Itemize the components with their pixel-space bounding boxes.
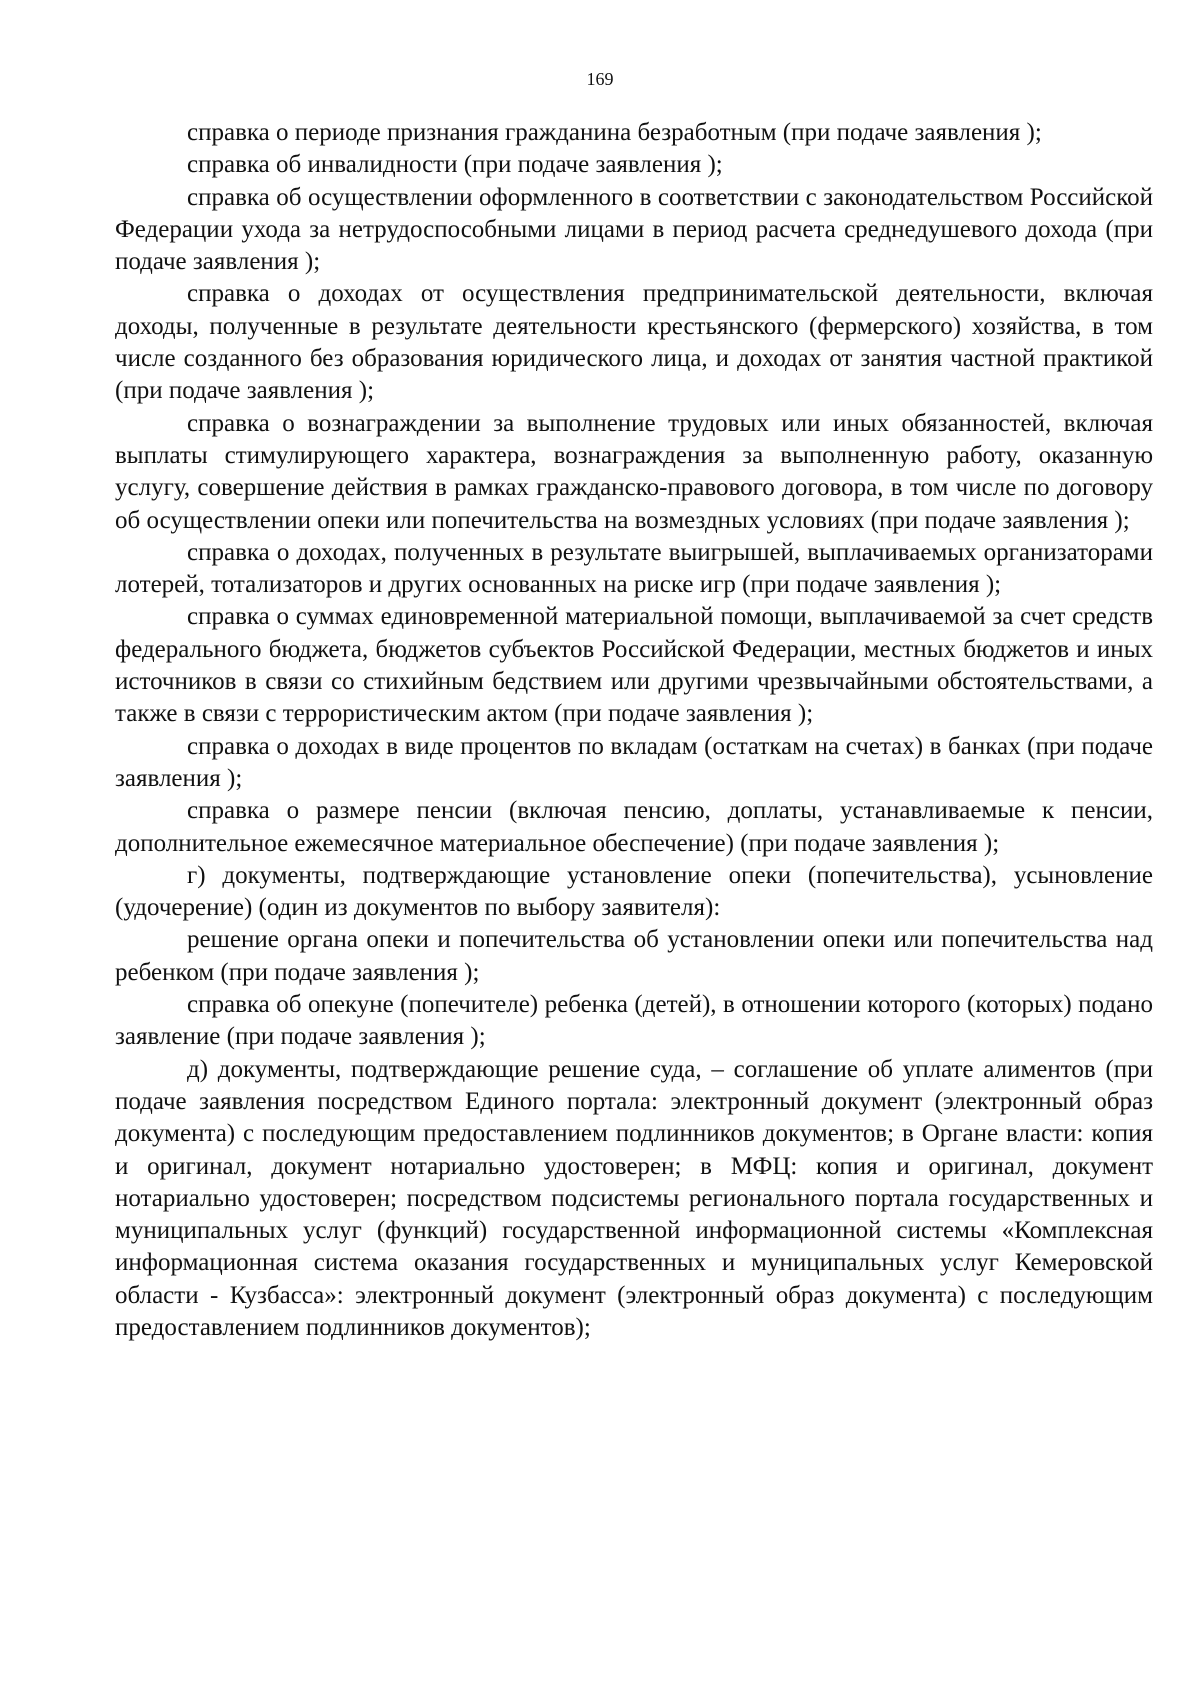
paragraph-guardianship-documents: г) документы, подтверждающие установление опеки (попечительства), усыновление (удочерение) (один из документов по выбору заявителя):	[115, 861, 1153, 922]
paragraph-deposit-interest-certificate: справка о доходах в виде процентов по вкладам (остаткам на счетах) в банках (при подаче заявления );	[115, 732, 1153, 792]
paragraph-lottery-income-certificate: справка о доходах, полученных в результате выигрышей, выплачиваемых организаторами лотерей, тотализаторов и других основанных на риске игр (при подаче заявления );	[115, 538, 1153, 599]
paragraph-remuneration-certificate: справка о вознаграждении за выполнение трудовых или иных обязанностей, включая выплаты стимулирующего характера, вознаграждения за выполненную работу, оказанную услугу, совершение действия в рамках гражданско-правового договора, в том числе по договору об осуществлении опеки или попечительства на возмездных условиях (при подаче заявления );	[115, 409, 1153, 534]
paragraph-unemployment-certificate: справка о периоде признания гражданина безработным (при подаче заявления );	[187, 119, 1042, 146]
paragraph-pension-certificate: справка о размере пенсии (включая пенсию, доплаты, устанавливаемые к пенсии, дополнительное ежемесячное материальное обеспечение) (при подаче заявления );	[115, 797, 1153, 857]
paragraph-business-income-certificate: справка о доходах от осуществления предпринимательской деятельности, включая доходы, полученные в результате деятельности крестьянского (фермерского) хозяйства, в том числе созданного без образования юридического лица, и доходах от занятия частной практикой (при подаче заявления );	[115, 280, 1153, 405]
document-body	[115, 117, 1153, 1344]
paragraph-material-aid-certificate: справка о суммах единовременной материальной помощи, выплачиваемой за счет средств федерального бюджета, бюджетов субъектов Российской Федерации, местных бюджетов и иных источников в связи со стихийным бедствием или другими чрезвычайными обстоятельствами, а также в связи с террористическим актом (при подаче заявления );	[115, 603, 1153, 728]
page-number: 169	[586, 69, 614, 89]
paragraph-court-decision-documents: д) документы, подтверждающие решение суда, – соглашение об уплате алиментов (при подаче заявления посредством Единого портала: электронный документ (электронный образ документа) с последующим предоставлением подлинников документов; в Органе власти: копия и оригинал, документ нотариально удостоверен; в МФЦ: копия и оригинал, документ нотариально удостоверен; посредством подсистемы регионального портала государственных и муниципальных услуг (функций) государственной информационной системы «Комплексная информационная система оказания государственных и муниципальных услуг Кемеровской области - Кузбасса»: электронный документ (электронный образ документа) с последующим предоставлением подлинников документов);	[115, 1055, 1153, 1341]
paragraph-guardian-certificate: справка об опекуне (попечителе) ребенка (детей), в отношении которого (которых) подано заявление (при подаче заявления );	[115, 991, 1153, 1051]
paragraph-guardianship-decision: решение органа опеки и попечительства об установлении опеки или попечительства над ребенком (при подаче заявления );	[115, 926, 1153, 986]
paragraph-disability-certificate: справка об инвалидности (при подаче заявления );	[187, 151, 723, 179]
paragraph-care-certificate: справка об осуществлении оформленного в соответствии с законодательством Российской Федерации ухода за нетрудоспособными лицами в период расчета среднедушевого дохода (при подаче заявления );	[115, 183, 1153, 276]
